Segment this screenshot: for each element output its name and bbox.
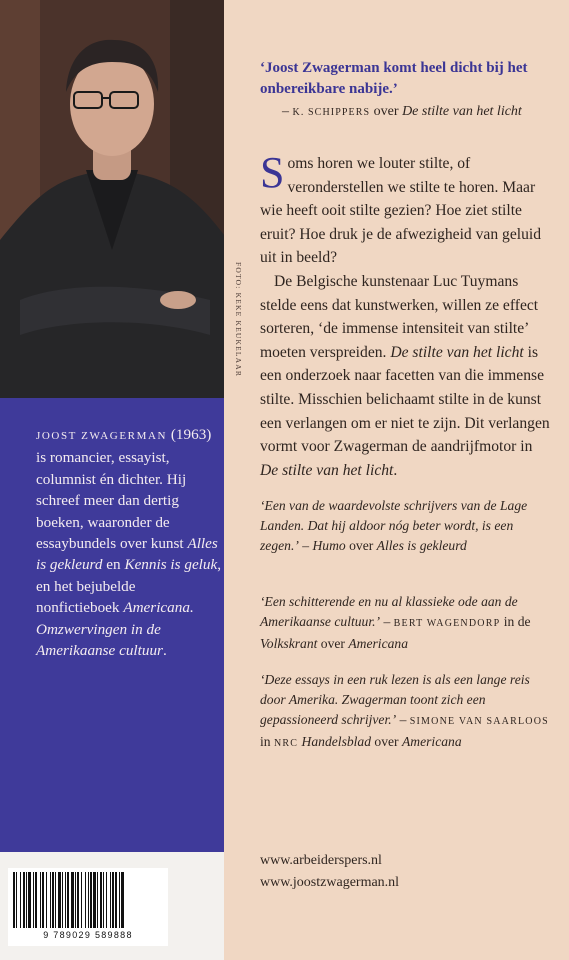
barcode-bar bbox=[62, 872, 63, 928]
lead-quote: ‘Joost Zwagerman komt heel dicht bij het onbereikbare nabije.’ bbox=[260, 60, 528, 97]
photo-credit: FOTO: KEKE KEUKELAAR bbox=[234, 262, 243, 378]
barcode-bar bbox=[23, 872, 25, 928]
author-url[interactable]: www.joostzwagerman.nl bbox=[260, 875, 400, 890]
barcode-bar bbox=[71, 872, 74, 928]
barcode-bar bbox=[103, 872, 104, 928]
barcode-bar bbox=[42, 872, 44, 928]
barcode-bar bbox=[58, 872, 61, 928]
barcode-bars bbox=[11, 872, 165, 928]
author-name: JOOST ZWAGERMAN bbox=[36, 430, 168, 442]
barcode-bar bbox=[85, 872, 86, 928]
barcode-bar bbox=[100, 872, 102, 928]
barcode-bar bbox=[112, 872, 114, 928]
barcode-bar bbox=[26, 872, 27, 928]
barcode-bar bbox=[90, 872, 92, 928]
barcode-bar bbox=[115, 872, 117, 928]
barcode-bar bbox=[28, 872, 31, 928]
barcode-bar bbox=[52, 872, 54, 928]
barcode-bar bbox=[40, 872, 41, 928]
barcode-bar bbox=[88, 872, 89, 928]
barcode-bar bbox=[106, 872, 107, 928]
barcode-bar bbox=[35, 872, 37, 928]
barcode-bar bbox=[110, 872, 111, 928]
barcode-bar bbox=[121, 872, 124, 928]
publisher-url[interactable]: www.arbeiderspers.nl bbox=[260, 853, 382, 868]
barcode-bar bbox=[97, 872, 98, 928]
blurb-paragraph-2: De Belgische kunstenaar Luc Tuymans stelde eens dat kunstwerken, willen ze effect sorteren, ‘de immense intensiteit van stilte’ moeten verspreiden. De stilte van het licht is een onderzoek naar facetten van die immense stilte. Misschien belichaamt stilte in de kunst een verlangen om er niet te zijn. Dit verlangen vormt voor Zwagerman de aandrijfmotor in De stilte van het licht. bbox=[260, 272, 550, 479]
author-bio: JOOST ZWAGERMAN (1963) is romancier, essayist, columnist én dichter. Hij schreef meer dan dertig boeken, waaronder de essaybundels over kunst Alles is gekleurd en Kennis is geluk, en het bejubelde nonfictieboek Americana. Omzwervingen in de Amerikaanse cultuur. bbox=[36, 426, 222, 660]
barcode-bar bbox=[75, 872, 76, 928]
review-quote: ‘Een van de waardevolste schrijvers van de Lage Landen. Dat hij aldoor nóg beter wordt, is een zegen.’ – Humo over Alles is gekleurd bbox=[260, 498, 528, 553]
blurb-paragraph-1: Soms horen we louter stilte, of veronderstellen we stilte te horen. Maar wie heeft ooit stilte gezien? Hoe ziet stilte eruit? Hoe druk je de afwezigheid van geluid uit in beeld? bbox=[260, 148, 542, 267]
author-portrait-illustration bbox=[0, 0, 224, 398]
barcode-bar bbox=[20, 872, 21, 928]
barcode-bar bbox=[50, 872, 51, 928]
barcode-bar bbox=[16, 872, 17, 928]
barcode-bar bbox=[93, 872, 96, 928]
lead-attribution: – K. SCHIPPERS over De stilte van het licht bbox=[282, 104, 522, 119]
isbn-barcode bbox=[8, 868, 168, 946]
review-quote: ‘Deze essays in een ruk lezen is als een lange reis door Amerika. Zwagerman toont zich een gepassioneerd schrijver.’ – SIMONE VAN SAARLOOS in NRC Handelsblad over Americana bbox=[260, 672, 549, 749]
blurb-column bbox=[256, 0, 556, 960]
author-photo bbox=[0, 0, 224, 398]
barcode-bar bbox=[55, 872, 56, 928]
barcode-bar bbox=[13, 872, 15, 928]
barcode-bar bbox=[65, 872, 66, 928]
barcode-bar bbox=[67, 872, 69, 928]
website-links bbox=[260, 850, 552, 894]
drop-cap: S bbox=[260, 148, 285, 197]
barcode-bar bbox=[77, 872, 79, 928]
barcode-bar bbox=[119, 872, 120, 928]
review-quote: ‘Een schitterende en nu al klassieke ode aan de Amerikaanse cultuur.’ – BERT WAGENDORP in de Volkskrant over Americana bbox=[260, 594, 531, 651]
barcode-bar bbox=[81, 872, 82, 928]
barcode-bar bbox=[33, 872, 34, 928]
barcode-bar bbox=[46, 872, 47, 928]
isbn-number: 9 789029 589888 bbox=[43, 930, 133, 940]
blurb-text bbox=[260, 148, 552, 482]
